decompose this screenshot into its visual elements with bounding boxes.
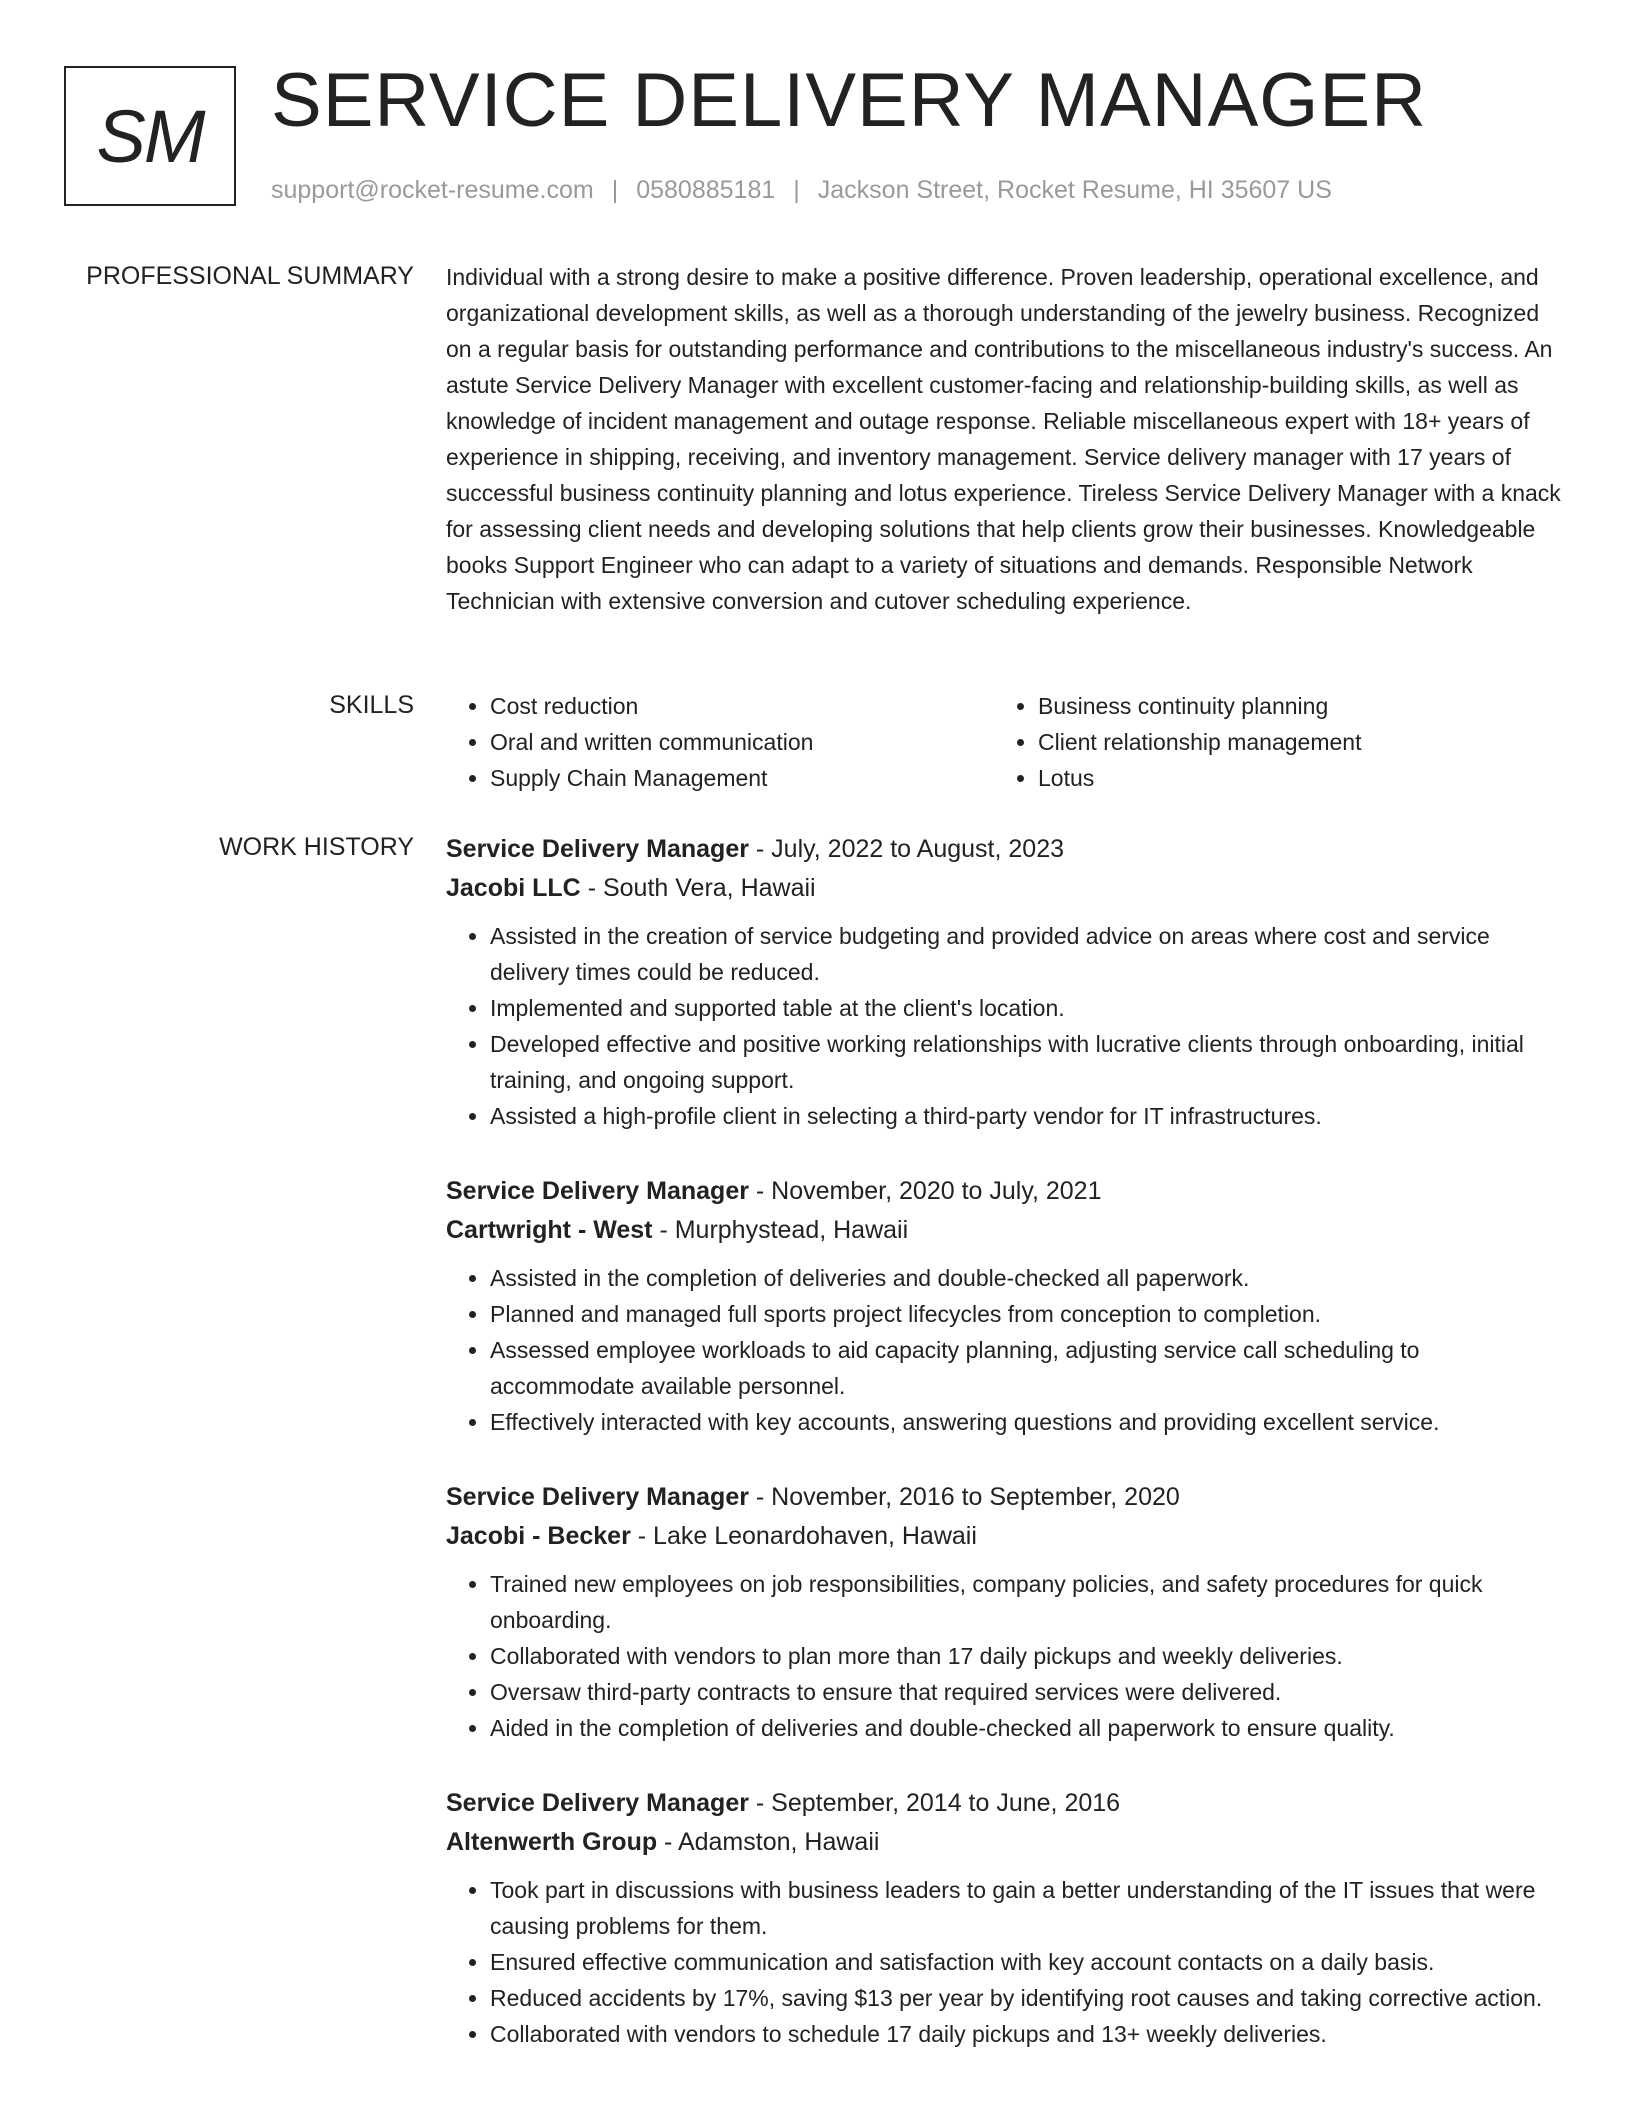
job-bullet: • Planned and managed full sports project lifecycles from conception to completion. <box>490 1296 1568 1332</box>
job-bullet: • Developed effective and positive working relationships with lucrative clients through onboarding, initial training, and ongoing support. <box>490 1026 1568 1098</box>
contact-email[interactable]: support@rocket-resume.com <box>271 176 594 204</box>
job-company: Jacobi LLC <box>446 874 581 902</box>
job-role: Service Delivery Manager <box>446 1789 749 1817</box>
job-company-line <box>446 1822 1568 1862</box>
job-location: - South Vera, Hawaii <box>580 874 816 902</box>
skill-item: • Lotus <box>1038 760 1542 796</box>
job-company: Jacobi - Becker <box>446 1522 631 1550</box>
monogram-logo: SM <box>64 66 236 206</box>
job-role: Service Delivery Manager <box>446 1483 749 1511</box>
contact-separator: | <box>793 176 800 204</box>
section-title-summary: PROFESSIONAL SUMMARY <box>86 262 414 290</box>
skills-grid <box>446 688 1568 796</box>
section-title-work: WORK HISTORY <box>219 833 414 861</box>
job-dates: - September, 2014 to June, 2016 <box>748 1789 1121 1817</box>
job-dates: - July, 2022 to August, 2023 <box>748 835 1064 863</box>
job-role-line <box>446 1478 1568 1516</box>
skills-list-left <box>446 688 994 796</box>
job-company-line <box>446 1210 1568 1250</box>
job-bullet: • Ensured effective communication and satisfaction with key account contacts on a daily basis. <box>490 1944 1568 1980</box>
job-bullet: • Effectively interacted with key accounts, answering questions and providing excellent service. <box>490 1404 1568 1440</box>
job-bullet: • Reduced accidents by 17%, saving $13 per year by identifying root causes and taking corrective action. <box>490 1980 1568 2016</box>
job-dates: - November, 2020 to July, 2021 <box>748 1177 1102 1205</box>
job-bullet: • Oversaw third-party contracts to ensure that required services were delivered. <box>490 1674 1568 1710</box>
job-dates: - November, 2016 to September, 2020 <box>748 1483 1180 1511</box>
job-company: Cartwright - West <box>446 1216 653 1244</box>
job-bullet: • Assisted in the creation of service budgeting and provided advice on areas where cost and service delivery times could be reduced. <box>490 918 1568 990</box>
summary-body <box>446 259 1568 619</box>
skill-item: • Client relationship management <box>1038 724 1542 760</box>
job-location: - Lake Leonardohaven, Hawaii <box>630 1522 977 1550</box>
job-entry <box>446 1784 1568 2052</box>
skill-item: • Cost reduction <box>490 688 994 724</box>
job-company-line <box>446 868 1568 908</box>
summary-text: Individual with a strong desire to make a positive difference. Proven leadership, operational excellence, and organizational development skills, as well as a thorough understanding of the jewelry business. Recognized on a regular basis for outstanding performance and contributions to the miscellaneous industry's success. An astute Service Delivery Manager with excellent customer-facing and relationship-building skills, as well as knowledge of incident management and outage response. Reliable miscellaneous expert with 18+ years of experience in shipping, receiving, and inventory management. Service delivery manager with 17 years of successful business continuity planning and lotus experience. Tireless Service Delivery Manager with a knack for assessing client needs and developing solutions that help clients grow their businesses. Knowledgeable books Support Engineer who can adapt to a variety of situations and demands. Responsible Network Technician with extensive conversion and cutover scheduling experience. <box>446 264 1561 614</box>
skills-list-right <box>994 688 1542 796</box>
contact-line <box>271 174 1332 206</box>
job-bullets <box>446 1566 1568 1746</box>
job-role: Service Delivery Manager <box>446 835 749 863</box>
skills-body <box>446 688 1568 796</box>
contact-address: Jackson Street, Rocket Resume, HI 35607 US <box>817 176 1332 204</box>
contact-phone[interactable]: 0580885181 <box>636 176 776 204</box>
skill-item: • Oral and written communication <box>490 724 994 760</box>
job-bullet: • Collaborated with vendors to plan more than 17 daily pickups and weekly deliveries. <box>490 1638 1568 1674</box>
job-bullet: • Aided in the completion of deliveries and double-checked all paperwork to ensure quality. <box>490 1710 1568 1746</box>
job-bullet: • Took part in discussions with business leaders to gain a better understanding of the IT issues that were causing problems for them. <box>490 1872 1568 1944</box>
job-entry <box>446 830 1568 1134</box>
job-role-line <box>446 830 1568 868</box>
job-bullets <box>446 918 1568 1134</box>
job-bullets <box>446 1872 1568 2052</box>
job-entry <box>446 1172 1568 1440</box>
skill-item: • Business continuity planning <box>1038 688 1542 724</box>
job-role-line <box>446 1172 1568 1210</box>
job-company-line <box>446 1516 1568 1556</box>
contact-separator: | <box>611 176 619 204</box>
job-bullet: • Collaborated with vendors to schedule 17 daily pickups and 13+ weekly deliveries. <box>490 2016 1568 2052</box>
job-company: Altenwerth Group <box>446 1828 658 1856</box>
job-bullet: • Implemented and supported table at the client's location. <box>490 990 1568 1026</box>
page-title: SERVICE DELIVERY MANAGER <box>271 58 1427 143</box>
job-location: - Murphystead, Hawaii <box>652 1216 909 1244</box>
section-title-skills: SKILLS <box>329 691 414 719</box>
job-bullet: • Trained new employees on job responsibilities, company policies, and safety procedures for quick onboarding. <box>490 1566 1568 1638</box>
job-entry <box>446 1478 1568 1746</box>
work-history-body <box>446 830 1568 2090</box>
job-role: Service Delivery Manager <box>446 1177 749 1205</box>
job-location: - Adamston, Hawaii <box>657 1828 880 1856</box>
job-bullet: • Assisted in the completion of deliveries and double-checked all paperwork. <box>490 1260 1568 1296</box>
job-role-line <box>446 1784 1568 1822</box>
skill-item: • Supply Chain Management <box>490 760 994 796</box>
job-bullet: • Assessed employee workloads to aid capacity planning, adjusting service call scheduling to accommodate available personnel. <box>490 1332 1568 1404</box>
job-bullets <box>446 1260 1568 1440</box>
job-bullet: • Assisted a high-profile client in selecting a third-party vendor for IT infrastructures. <box>490 1098 1568 1134</box>
